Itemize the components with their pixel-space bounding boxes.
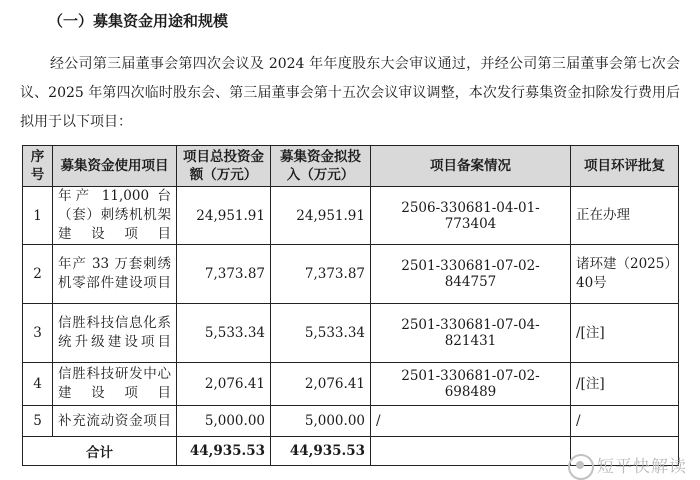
header-project: 募集资金使用项目 xyxy=(53,146,177,187)
row-env: /[注] xyxy=(571,363,679,406)
table-row xyxy=(23,187,679,245)
section-heading: （一）募集资金用途和规模 xyxy=(48,12,229,30)
row-env: /[注] xyxy=(571,304,679,363)
row-raised: 5,000.00 xyxy=(271,406,371,437)
row-filing: 2501-330681-07-02-844757 xyxy=(371,245,571,304)
total-investment: 44,935.53 xyxy=(177,437,271,466)
row-no: 2 xyxy=(23,245,53,304)
row-total: 7,373.87 xyxy=(177,245,271,304)
row-no: 4 xyxy=(23,363,53,406)
row-raised: 24,951.91 xyxy=(271,187,371,245)
table-row xyxy=(23,245,679,304)
row-raised: 2,076.41 xyxy=(271,363,371,406)
row-project-name: 年产 11,000 台（套）刺绣机机架建设项目 xyxy=(53,187,177,245)
watermark-text: 短平快解读 xyxy=(597,457,687,477)
total-label: 合计 xyxy=(23,437,177,466)
intro-paragraph: 经公司第三届董事会第四次会议及 2024 年年度股东大会审议通过，并经公司第三届董事会第七次会议、2025 年第四次临时股东会、第三届董事会第十五次会议审议调整，本次发行募集资金扣除发行费用后拟用于以下项目： xyxy=(20,56,680,130)
row-filing: 2501-330681-07-02-698489 xyxy=(371,363,571,406)
header-raised-funds: 募集资金拟投入（万元） xyxy=(271,146,371,187)
total-filing-empty xyxy=(371,437,571,466)
row-raised: 7,373.87 xyxy=(271,245,371,304)
table-row xyxy=(23,363,679,406)
row-filing: 2501-330681-07-04-821431 xyxy=(371,304,571,363)
row-total: 2,076.41 xyxy=(177,363,271,406)
row-env: / xyxy=(571,406,679,437)
header-no: 序号 xyxy=(23,146,53,187)
table-header-row xyxy=(23,146,679,187)
header-env-approval: 项目环评批复 xyxy=(571,146,679,187)
row-total: 5,533.34 xyxy=(177,304,271,363)
row-no: 3 xyxy=(23,304,53,363)
row-total: 24,951.91 xyxy=(177,187,271,245)
row-total: 5,000.00 xyxy=(177,406,271,437)
header-filing: 项目备案情况 xyxy=(371,146,571,187)
row-project-name: 信胜科技研发中心建设项目 xyxy=(53,363,177,406)
fund-usage-table xyxy=(22,145,679,466)
row-raised: 5,533.34 xyxy=(271,304,371,363)
table-row xyxy=(23,304,679,363)
row-no: 1 xyxy=(23,187,53,245)
header-total-investment: 项目总投资金额（万元） xyxy=(177,146,271,187)
row-project-name: 年产 33 万套刺绣机零部件建设项目 xyxy=(53,245,177,304)
table-row xyxy=(23,406,679,437)
row-env: 正在办理 xyxy=(571,187,679,245)
watermark xyxy=(568,452,687,480)
row-filing: / xyxy=(371,406,571,437)
row-env: 诸环建（2025）40号 xyxy=(571,245,679,304)
row-filing: 2506-330681-04-01-773404 xyxy=(371,187,571,245)
row-project-name: 补充流动资金项目 xyxy=(53,406,177,437)
total-raised: 44,935.53 xyxy=(271,437,371,466)
weibo-logo-icon xyxy=(568,454,594,480)
row-project-name: 信胜科技信息化系统升级建设项目 xyxy=(53,304,177,363)
row-no: 5 xyxy=(23,406,53,437)
